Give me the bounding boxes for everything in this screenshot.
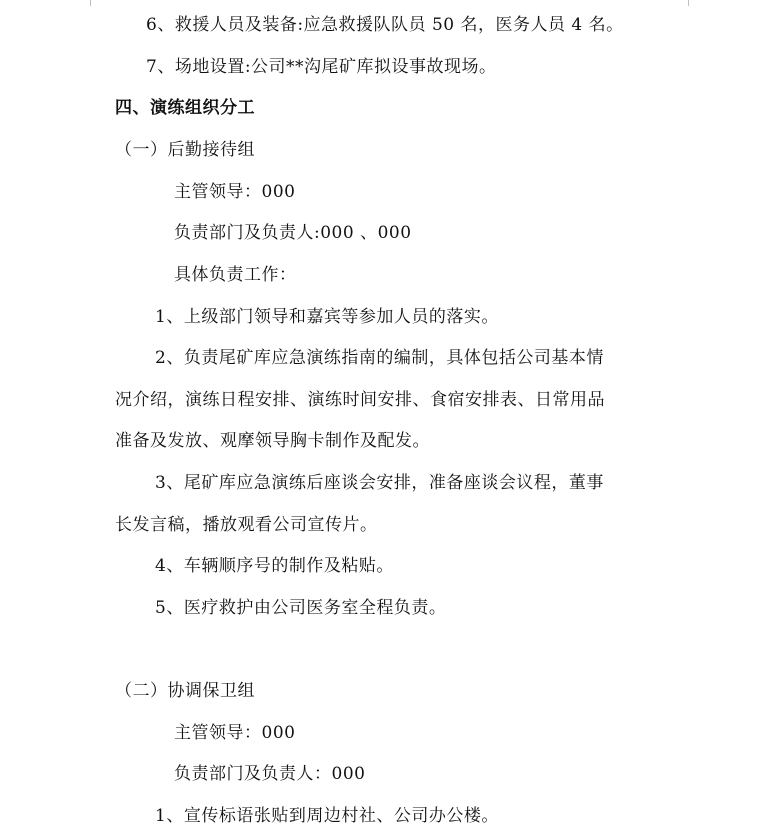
- page-margin-mark-left: [90, 0, 91, 6]
- item-7-site-setup: 7、场地设置:公司**沟尾矿库拟设事故现场。: [146, 57, 497, 77]
- group-1-duty-2-line-1: 2、负责尾矿库应急演练指南的编制，具体包括公司基本情: [155, 348, 604, 368]
- group-2-department: 负责部门及负责人：000: [174, 764, 366, 784]
- group-1-duty-3-line-1: 3、尾矿库应急演练后座谈会安排，准备座谈会议程，董事: [155, 473, 604, 493]
- group-2-duty-1: 1、宣传标语张贴到周边村社、公司办公楼。: [155, 806, 499, 826]
- group-1-duties-heading: 具体负责工作：: [174, 265, 297, 285]
- group-1-heading: （一）后勤接待组: [115, 140, 255, 160]
- group-1-duty-2-line-2: 况介绍，演练日程安排、演练时间安排、食宿安排表、日常用品: [115, 390, 605, 410]
- group-2-heading: （二）协调保卫组: [115, 681, 255, 701]
- group-1-duty-1: 1、上级部门领导和嘉宾等参加人员的落实。: [155, 307, 499, 327]
- group-1-duty-3-line-2: 长发言稿，播放观看公司宣传片。: [115, 515, 378, 535]
- item-6-rescue-personnel: 6、救援人员及装备:应急救援队队员 50 名，医务人员 4 名。: [146, 15, 624, 35]
- page-margin-mark-right: [688, 0, 689, 6]
- group-1-duty-4: 4、车辆顺序号的制作及粘贴。: [155, 556, 394, 576]
- group-1-duty-2-line-3: 准备及发放、观摩领导胸卡制作及配发。: [115, 431, 430, 451]
- group-1-leader: 主管领导：000: [174, 182, 296, 202]
- section-4-heading: 四、演练组织分工: [115, 98, 255, 118]
- group-1-duty-5: 5、医疗救护由公司医务室全程负责。: [155, 598, 447, 618]
- group-2-leader: 主管领导：000: [174, 723, 296, 743]
- group-1-department: 负责部门及负责人:000 、000: [174, 223, 412, 243]
